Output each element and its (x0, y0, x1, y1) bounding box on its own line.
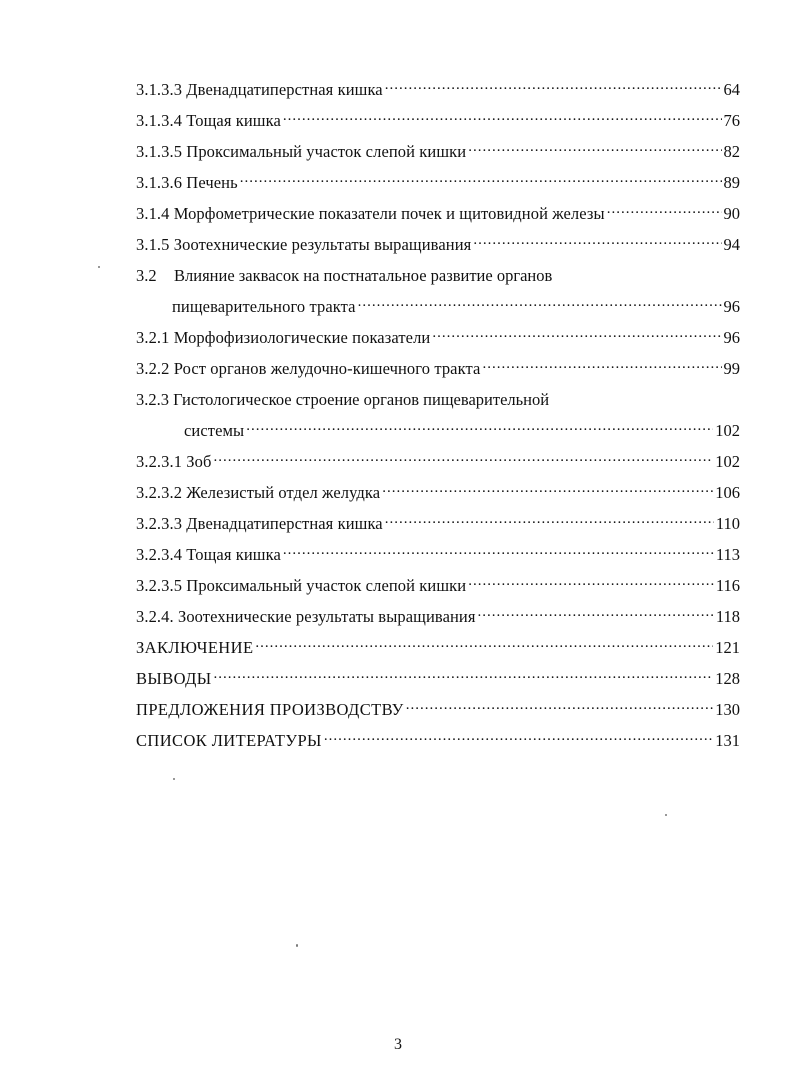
scan-speck (98, 266, 100, 268)
toc-leader-dots (385, 509, 714, 529)
toc-entry-title: 3.2.3.5 Проксимальный участок слепой кишки (136, 576, 467, 595)
scan-speck (173, 778, 175, 780)
toc-entry (136, 446, 740, 477)
toc-entry-title: 3.1.3.4 Тощая кишка (136, 111, 281, 130)
toc-leader-dots (482, 354, 721, 374)
toc-entry (136, 229, 740, 260)
toc-entry-title: 3.2.3.4 Тощая кишка (136, 545, 281, 564)
toc-leader-dots (385, 75, 722, 95)
toc-entry-page: 96 (723, 297, 740, 316)
toc-entry (136, 601, 740, 632)
toc-leader-dots (324, 726, 713, 746)
toc-leader-dots (473, 230, 721, 250)
toc-entry-page: 118 (715, 607, 740, 626)
toc-entry-page: 131 (715, 731, 740, 750)
toc-entry-title: 3.1.4 Морфометрические показатели почек и щитовидной железы (136, 204, 605, 223)
toc-entry (136, 570, 740, 601)
toc-entry-page: 116 (715, 576, 740, 595)
toc-entry-title: 3.2.3.2 Железистый отдел желудка (136, 483, 381, 502)
toc-entry-page: 64 (723, 80, 740, 99)
toc-entry (136, 508, 740, 539)
toc-entry-title: 3.2.2 Рост органов желудочно-кишечного тракта (136, 359, 481, 378)
toc-leader-dots (246, 416, 713, 436)
toc-leader-dots (432, 323, 721, 343)
toc-entry-title: 3.2.3.3 Двенадцатиперстная кишка (136, 514, 383, 533)
toc-leader-dots (382, 478, 713, 498)
toc-entry (136, 663, 740, 694)
toc-entry-title: ВЫВОДЫ (136, 669, 212, 688)
toc-entry-page: 76 (723, 111, 740, 130)
toc-entry (136, 353, 740, 384)
toc-section-heading (136, 260, 740, 291)
toc-leader-dots (283, 540, 714, 560)
toc-leader-dots (468, 137, 721, 157)
toc-section-heading (136, 384, 740, 415)
toc-leader-dots (283, 106, 722, 126)
toc-leader-dots (406, 695, 714, 715)
toc-entry (136, 136, 740, 167)
toc-entry (136, 74, 740, 105)
toc-entry (136, 477, 740, 508)
toc-entry-page: 106 (715, 483, 740, 502)
scan-speck (296, 944, 298, 947)
toc-leader-dots (240, 168, 722, 188)
toc-entry-page: 82 (723, 142, 740, 161)
toc-entry-page: 96 (723, 328, 740, 347)
toc-entry-page: 128 (715, 669, 740, 688)
toc-entry (136, 167, 740, 198)
toc-entry-title: ЗАКЛЮЧЕНИЕ (136, 638, 254, 657)
toc-entry (136, 725, 740, 756)
scan-speck (665, 814, 667, 816)
table-of-contents (136, 74, 740, 756)
toc-leader-dots (358, 292, 722, 312)
toc-entry-page: 89 (723, 173, 740, 192)
toc-entry (136, 105, 740, 136)
toc-entry-page: 99 (723, 359, 740, 378)
toc-leader-dots (255, 633, 713, 653)
toc-section-number: 3.2 (136, 266, 157, 285)
toc-entry (136, 694, 740, 725)
toc-entry-title: 3.1.3.5 Проксимальный участок слепой кишки (136, 142, 467, 161)
toc-leader-dots (468, 571, 714, 591)
toc-entry-title: 3.1.5 Зоотехнические результаты выращивания (136, 235, 472, 254)
toc-entry-page: 110 (715, 514, 740, 533)
toc-section-title: Влияние заквасок на постнатальное развитие органов (174, 266, 553, 285)
toc-entry (136, 322, 740, 353)
toc-entry-title: 3.2.3.1 Зоб (136, 452, 212, 471)
toc-entry-title: пищеварительного тракта (172, 297, 356, 316)
toc-leader-dots (478, 602, 714, 622)
toc-entry-title: 3.2.4. Зоотехнические результаты выращивания (136, 607, 476, 626)
toc-entry-page: 102 (715, 452, 740, 471)
toc-entry-page: 121 (715, 638, 740, 657)
toc-leader-dots (214, 664, 714, 684)
toc-section-title: 3.2.3 Гистологическое строение органов пищеварительной (136, 390, 550, 409)
toc-entry (136, 539, 740, 570)
toc-leader-dots (214, 447, 714, 467)
toc-entry (136, 198, 740, 229)
toc-entry (136, 632, 740, 663)
toc-entry-title: системы (184, 421, 245, 440)
toc-entry-title: 3.2.1 Морфофизиологические показатели (136, 328, 431, 347)
toc-leader-dots (607, 199, 722, 219)
toc-entry-title: ПРЕДЛОЖЕНИЯ ПРОИЗВОДСТВУ (136, 700, 404, 719)
toc-entry-page: 94 (723, 235, 740, 254)
page-number: 3 (394, 1036, 402, 1053)
toc-entry-page: 90 (723, 204, 740, 223)
toc-entry-page: 113 (715, 545, 740, 564)
toc-entry-continuation (136, 291, 740, 322)
toc-entry-page: 102 (715, 421, 740, 440)
toc-entry-title: 3.1.3.6 Печень (136, 173, 238, 192)
toc-entry-title: СПИСОК ЛИТЕРАТУРЫ (136, 731, 322, 750)
toc-entry-continuation (136, 415, 740, 446)
toc-entry-page: 130 (715, 700, 740, 719)
toc-entry-title: 3.1.3.3 Двенадцатиперстная кишка (136, 80, 383, 99)
